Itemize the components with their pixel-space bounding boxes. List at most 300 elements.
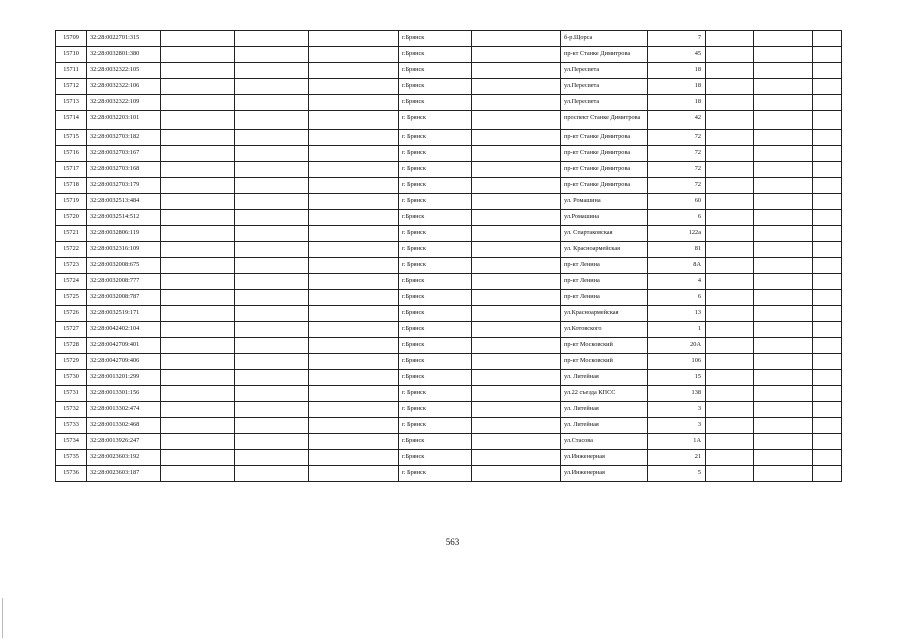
empty-cell xyxy=(813,306,842,322)
empty-cell xyxy=(309,47,399,63)
empty-cell xyxy=(813,210,842,226)
empty-cell xyxy=(235,162,309,178)
city-cell: г. Брянск xyxy=(399,162,472,178)
empty-cell xyxy=(309,386,399,402)
city-cell: г. Брянск xyxy=(399,194,472,210)
empty-cell xyxy=(813,242,842,258)
empty-cell xyxy=(161,146,235,162)
empty-cell xyxy=(813,274,842,290)
empty-cell xyxy=(161,63,235,79)
empty-cell xyxy=(309,402,399,418)
city-cell: г.Брянск xyxy=(399,354,472,370)
empty-cell xyxy=(235,242,309,258)
empty-cell xyxy=(161,130,235,146)
empty-cell xyxy=(472,146,561,162)
empty-cell xyxy=(235,450,309,466)
city-cell: г.Брянск xyxy=(399,47,472,63)
cadastral-number-cell: 32:28:0032703:168 xyxy=(87,162,161,178)
cadastral-number-cell: 32:28:0022701:315 xyxy=(87,31,161,47)
city-cell: г. Брянск xyxy=(399,130,472,146)
empty-cell xyxy=(309,306,399,322)
cadastral-number-cell: 32:28:0032703:167 xyxy=(87,146,161,162)
street-cell: пр-кт Станке Димитрова xyxy=(561,162,648,178)
empty-cell xyxy=(472,31,561,47)
empty-cell xyxy=(235,194,309,210)
empty-cell xyxy=(161,31,235,47)
row-number-cell: 15733 xyxy=(56,418,87,434)
empty-cell xyxy=(754,31,813,47)
empty-cell xyxy=(161,466,235,482)
house-number-cell: 72 xyxy=(648,146,706,162)
registry-table xyxy=(55,30,842,482)
empty-cell xyxy=(754,146,813,162)
table-row xyxy=(56,130,842,146)
street-cell: ул.Ромашина xyxy=(561,210,648,226)
empty-cell xyxy=(813,146,842,162)
street-cell: ул.Стасова xyxy=(561,434,648,450)
empty-cell xyxy=(472,111,561,130)
empty-cell xyxy=(813,338,842,354)
cadastral-number-cell: 32:28:0013301:156 xyxy=(87,386,161,402)
city-cell: г.Брянск xyxy=(399,434,472,450)
empty-cell xyxy=(754,354,813,370)
table-row xyxy=(56,178,842,194)
house-number-cell: 18 xyxy=(648,79,706,95)
empty-cell xyxy=(472,322,561,338)
empty-cell xyxy=(161,290,235,306)
house-number-cell: 42 xyxy=(648,111,706,130)
empty-cell xyxy=(754,95,813,111)
empty-cell xyxy=(706,79,754,95)
city-cell: г.Брянск xyxy=(399,306,472,322)
table-row xyxy=(56,226,842,242)
cadastral-number-cell: 32:28:0013302:468 xyxy=(87,418,161,434)
empty-cell xyxy=(309,210,399,226)
row-number-cell: 15726 xyxy=(56,306,87,322)
empty-cell xyxy=(472,63,561,79)
empty-cell xyxy=(235,306,309,322)
row-number-cell: 15727 xyxy=(56,322,87,338)
city-cell: г. Брянск xyxy=(399,178,472,194)
table-row xyxy=(56,95,842,111)
empty-cell xyxy=(309,290,399,306)
city-cell: г. Брянск xyxy=(399,258,472,274)
empty-cell xyxy=(472,194,561,210)
city-cell: г. Брянск xyxy=(399,146,472,162)
street-cell: пр-кт Станке Димитрова xyxy=(561,146,648,162)
empty-cell xyxy=(235,146,309,162)
empty-cell xyxy=(235,63,309,79)
street-cell: пр-кт Московский xyxy=(561,338,648,354)
empty-cell xyxy=(161,47,235,63)
house-number-cell: 7 xyxy=(648,31,706,47)
cadastral-number-cell: 32:28:0032316:109 xyxy=(87,242,161,258)
empty-cell xyxy=(309,79,399,95)
cadastral-number-cell: 32:28:0042402:104 xyxy=(87,322,161,338)
table-row xyxy=(56,194,842,210)
empty-cell xyxy=(706,354,754,370)
empty-cell xyxy=(161,434,235,450)
row-number-cell: 15730 xyxy=(56,370,87,386)
row-number-cell: 15713 xyxy=(56,95,87,111)
empty-cell xyxy=(754,47,813,63)
empty-cell xyxy=(472,466,561,482)
empty-cell xyxy=(309,434,399,450)
house-number-cell: 72 xyxy=(648,178,706,194)
empty-cell xyxy=(754,322,813,338)
empty-cell xyxy=(472,79,561,95)
table-row xyxy=(56,274,842,290)
empty-cell xyxy=(309,226,399,242)
city-cell: г. Брянск xyxy=(399,226,472,242)
street-cell: ул.Инженерная xyxy=(561,450,648,466)
row-number-cell: 15714 xyxy=(56,111,87,130)
house-number-cell: 106 xyxy=(648,354,706,370)
empty-cell xyxy=(161,194,235,210)
city-cell: г.Брянск xyxy=(399,63,472,79)
empty-cell xyxy=(706,322,754,338)
cadastral-number-cell: 32:28:0023603:187 xyxy=(87,466,161,482)
empty-cell xyxy=(235,130,309,146)
empty-cell xyxy=(706,31,754,47)
empty-cell xyxy=(235,370,309,386)
cadastral-number-cell: 32:28:0032514:512 xyxy=(87,210,161,226)
empty-cell xyxy=(161,386,235,402)
empty-cell xyxy=(706,146,754,162)
table-row xyxy=(56,290,842,306)
empty-cell xyxy=(235,434,309,450)
cadastral-number-cell: 32:28:0032703:182 xyxy=(87,130,161,146)
empty-cell xyxy=(235,354,309,370)
empty-cell xyxy=(706,338,754,354)
row-number-cell: 15728 xyxy=(56,338,87,354)
table-row xyxy=(56,47,842,63)
table-row xyxy=(56,111,842,130)
row-number-cell: 15736 xyxy=(56,466,87,482)
table-row xyxy=(56,31,842,47)
cadastral-number-cell: 32:28:0032322:105 xyxy=(87,63,161,79)
street-cell: пр-кт Ленина xyxy=(561,274,648,290)
empty-cell xyxy=(235,274,309,290)
empty-cell xyxy=(472,370,561,386)
empty-cell xyxy=(161,162,235,178)
empty-cell xyxy=(754,418,813,434)
empty-cell xyxy=(754,370,813,386)
street-cell: ул. Литейная xyxy=(561,402,648,418)
row-number-cell: 15735 xyxy=(56,450,87,466)
empty-cell xyxy=(754,226,813,242)
house-number-cell: 138 xyxy=(648,386,706,402)
cadastral-number-cell: 32:28:0013302:474 xyxy=(87,402,161,418)
empty-cell xyxy=(472,402,561,418)
row-number-cell: 15734 xyxy=(56,434,87,450)
city-cell: г. Брянск xyxy=(399,402,472,418)
house-number-cell: 6 xyxy=(648,290,706,306)
house-number-cell: 21 xyxy=(648,450,706,466)
empty-cell xyxy=(754,178,813,194)
house-number-cell: 20А xyxy=(648,338,706,354)
empty-cell xyxy=(706,258,754,274)
empty-cell xyxy=(235,79,309,95)
empty-cell xyxy=(309,370,399,386)
empty-cell xyxy=(235,47,309,63)
empty-cell xyxy=(472,274,561,290)
empty-cell xyxy=(235,95,309,111)
empty-cell xyxy=(161,322,235,338)
row-number-cell: 15710 xyxy=(56,47,87,63)
table-row xyxy=(56,354,842,370)
empty-cell xyxy=(706,226,754,242)
empty-cell xyxy=(161,210,235,226)
street-cell: ул.Красноармейская xyxy=(561,306,648,322)
empty-cell xyxy=(309,274,399,290)
empty-cell xyxy=(754,79,813,95)
empty-cell xyxy=(706,130,754,146)
empty-cell xyxy=(309,450,399,466)
empty-cell xyxy=(309,178,399,194)
street-cell: пр-кт Станке Димитрова xyxy=(561,130,648,146)
empty-cell xyxy=(706,466,754,482)
empty-cell xyxy=(813,194,842,210)
house-number-cell: 8А xyxy=(648,258,706,274)
city-cell: г.Брянск xyxy=(399,274,472,290)
city-cell: г.Брянск xyxy=(399,290,472,306)
cadastral-number-cell: 32:28:0032008:777 xyxy=(87,274,161,290)
empty-cell xyxy=(309,63,399,79)
empty-cell xyxy=(813,226,842,242)
cadastral-number-cell: 32:28:0013926:247 xyxy=(87,434,161,450)
empty-cell xyxy=(309,242,399,258)
empty-cell xyxy=(706,370,754,386)
empty-cell xyxy=(706,162,754,178)
city-cell: г. Брянск xyxy=(399,386,472,402)
empty-cell xyxy=(235,111,309,130)
house-number-cell: 1А xyxy=(648,434,706,450)
street-cell: ул. Литейная xyxy=(561,418,648,434)
house-number-cell: 6 xyxy=(648,210,706,226)
empty-cell xyxy=(235,290,309,306)
house-number-cell: 3 xyxy=(648,418,706,434)
empty-cell xyxy=(754,306,813,322)
empty-cell xyxy=(472,130,561,146)
house-number-cell: 5 xyxy=(648,466,706,482)
empty-cell xyxy=(235,338,309,354)
table-row xyxy=(56,210,842,226)
empty-cell xyxy=(309,130,399,146)
city-cell: г. Брянск xyxy=(399,242,472,258)
table-row xyxy=(56,450,842,466)
street-cell: ул.Инженерная xyxy=(561,466,648,482)
city-cell: г.Брянск xyxy=(399,95,472,111)
empty-cell xyxy=(706,306,754,322)
house-number-cell: 18 xyxy=(648,95,706,111)
cadastral-number-cell: 32:28:0032008:675 xyxy=(87,258,161,274)
empty-cell xyxy=(235,31,309,47)
street-cell: пр-кт Московский xyxy=(561,354,648,370)
empty-cell xyxy=(813,354,842,370)
table-row xyxy=(56,370,842,386)
empty-cell xyxy=(754,450,813,466)
row-number-cell: 15712 xyxy=(56,79,87,95)
city-cell: г.Брянск xyxy=(399,370,472,386)
cadastral-number-cell: 32:28:0032203:101 xyxy=(87,111,161,130)
empty-cell xyxy=(706,402,754,418)
house-number-cell: 1 xyxy=(648,322,706,338)
empty-cell xyxy=(472,338,561,354)
street-cell: ул.Котовского xyxy=(561,322,648,338)
row-number-cell: 15715 xyxy=(56,130,87,146)
table-body xyxy=(56,31,842,482)
empty-cell xyxy=(161,79,235,95)
empty-cell xyxy=(235,210,309,226)
empty-cell xyxy=(309,338,399,354)
street-cell: б-р.Щорса xyxy=(561,31,648,47)
house-number-cell: 81 xyxy=(648,242,706,258)
row-number-cell: 15720 xyxy=(56,210,87,226)
empty-cell xyxy=(754,242,813,258)
empty-cell xyxy=(161,111,235,130)
cadastral-number-cell: 32:28:0032801:380 xyxy=(87,47,161,63)
table-row xyxy=(56,322,842,338)
city-cell: г.Брянск xyxy=(399,322,472,338)
empty-cell xyxy=(309,162,399,178)
empty-cell xyxy=(472,258,561,274)
empty-cell xyxy=(706,63,754,79)
empty-cell xyxy=(161,306,235,322)
house-number-cell: 18 xyxy=(648,63,706,79)
empty-cell xyxy=(472,162,561,178)
empty-cell xyxy=(813,111,842,130)
empty-cell xyxy=(161,95,235,111)
table-row xyxy=(56,466,842,482)
cadastral-number-cell: 32:28:0032322:106 xyxy=(87,79,161,95)
empty-cell xyxy=(472,47,561,63)
empty-cell xyxy=(472,95,561,111)
empty-cell xyxy=(309,418,399,434)
empty-cell xyxy=(754,258,813,274)
table-row xyxy=(56,402,842,418)
empty-cell xyxy=(235,418,309,434)
city-cell: г. Брянск xyxy=(399,466,472,482)
empty-cell xyxy=(813,434,842,450)
house-number-cell: 15 xyxy=(648,370,706,386)
row-number-cell: 15724 xyxy=(56,274,87,290)
empty-cell xyxy=(235,402,309,418)
empty-cell xyxy=(472,210,561,226)
row-number-cell: 15709 xyxy=(56,31,87,47)
street-cell: ул.Пересвета xyxy=(561,63,648,79)
street-cell: пр-кт Станке Димитрова xyxy=(561,178,648,194)
house-number-cell: 72 xyxy=(648,162,706,178)
row-number-cell: 15716 xyxy=(56,146,87,162)
table-row xyxy=(56,146,842,162)
street-cell: ул. Ромашина xyxy=(561,194,648,210)
empty-cell xyxy=(754,402,813,418)
empty-cell xyxy=(161,370,235,386)
table-row xyxy=(56,258,842,274)
empty-cell xyxy=(472,450,561,466)
empty-cell xyxy=(813,418,842,434)
empty-cell xyxy=(813,322,842,338)
empty-cell xyxy=(309,95,399,111)
empty-cell xyxy=(309,466,399,482)
street-cell: ул. Красноармейская xyxy=(561,242,648,258)
empty-cell xyxy=(813,178,842,194)
empty-cell xyxy=(472,354,561,370)
empty-cell xyxy=(472,178,561,194)
empty-cell xyxy=(309,146,399,162)
row-number-cell: 15711 xyxy=(56,63,87,79)
street-cell: ул.Пересвета xyxy=(561,95,648,111)
empty-cell xyxy=(754,63,813,79)
cadastral-number-cell: 32:28:0032322:109 xyxy=(87,95,161,111)
empty-cell xyxy=(235,226,309,242)
empty-cell xyxy=(472,242,561,258)
empty-cell xyxy=(161,226,235,242)
empty-cell xyxy=(235,322,309,338)
empty-cell xyxy=(813,386,842,402)
empty-cell xyxy=(309,31,399,47)
empty-cell xyxy=(754,210,813,226)
empty-cell xyxy=(706,386,754,402)
empty-cell xyxy=(235,466,309,482)
table-row xyxy=(56,434,842,450)
empty-cell xyxy=(235,258,309,274)
cadastral-number-cell: 32:28:0032703:179 xyxy=(87,178,161,194)
empty-cell xyxy=(161,450,235,466)
cadastral-number-cell: 32:28:0032806:119 xyxy=(87,226,161,242)
house-number-cell: 45 xyxy=(648,47,706,63)
table-row xyxy=(56,79,842,95)
empty-cell xyxy=(754,338,813,354)
empty-cell xyxy=(706,210,754,226)
city-cell: г. Брянск xyxy=(399,111,472,130)
cadastral-number-cell: 32:28:0023603:192 xyxy=(87,450,161,466)
row-number-cell: 15732 xyxy=(56,402,87,418)
row-number-cell: 15729 xyxy=(56,354,87,370)
city-cell: г.Брянск xyxy=(399,338,472,354)
page-number: 563 xyxy=(445,537,460,547)
empty-cell xyxy=(161,402,235,418)
empty-cell xyxy=(706,290,754,306)
empty-cell xyxy=(754,274,813,290)
cadastral-number-cell: 32:28:0013201:299 xyxy=(87,370,161,386)
city-cell: г.Брянск xyxy=(399,450,472,466)
empty-cell xyxy=(472,290,561,306)
house-number-cell: 3 xyxy=(648,402,706,418)
empty-cell xyxy=(235,386,309,402)
row-number-cell: 15723 xyxy=(56,258,87,274)
empty-cell xyxy=(706,434,754,450)
empty-cell xyxy=(706,95,754,111)
empty-cell xyxy=(706,274,754,290)
empty-cell xyxy=(309,194,399,210)
empty-cell xyxy=(706,178,754,194)
street-cell: ул. Спартаковская xyxy=(561,226,648,242)
empty-cell xyxy=(813,290,842,306)
row-number-cell: 15722 xyxy=(56,242,87,258)
row-number-cell: 15731 xyxy=(56,386,87,402)
cadastral-number-cell: 32:28:0042709:406 xyxy=(87,354,161,370)
city-cell: г.Брянск xyxy=(399,79,472,95)
empty-cell xyxy=(309,354,399,370)
empty-cell xyxy=(813,402,842,418)
empty-cell xyxy=(706,242,754,258)
empty-cell xyxy=(706,47,754,63)
city-cell: г.Брянск xyxy=(399,210,472,226)
empty-cell xyxy=(813,31,842,47)
empty-cell xyxy=(472,386,561,402)
